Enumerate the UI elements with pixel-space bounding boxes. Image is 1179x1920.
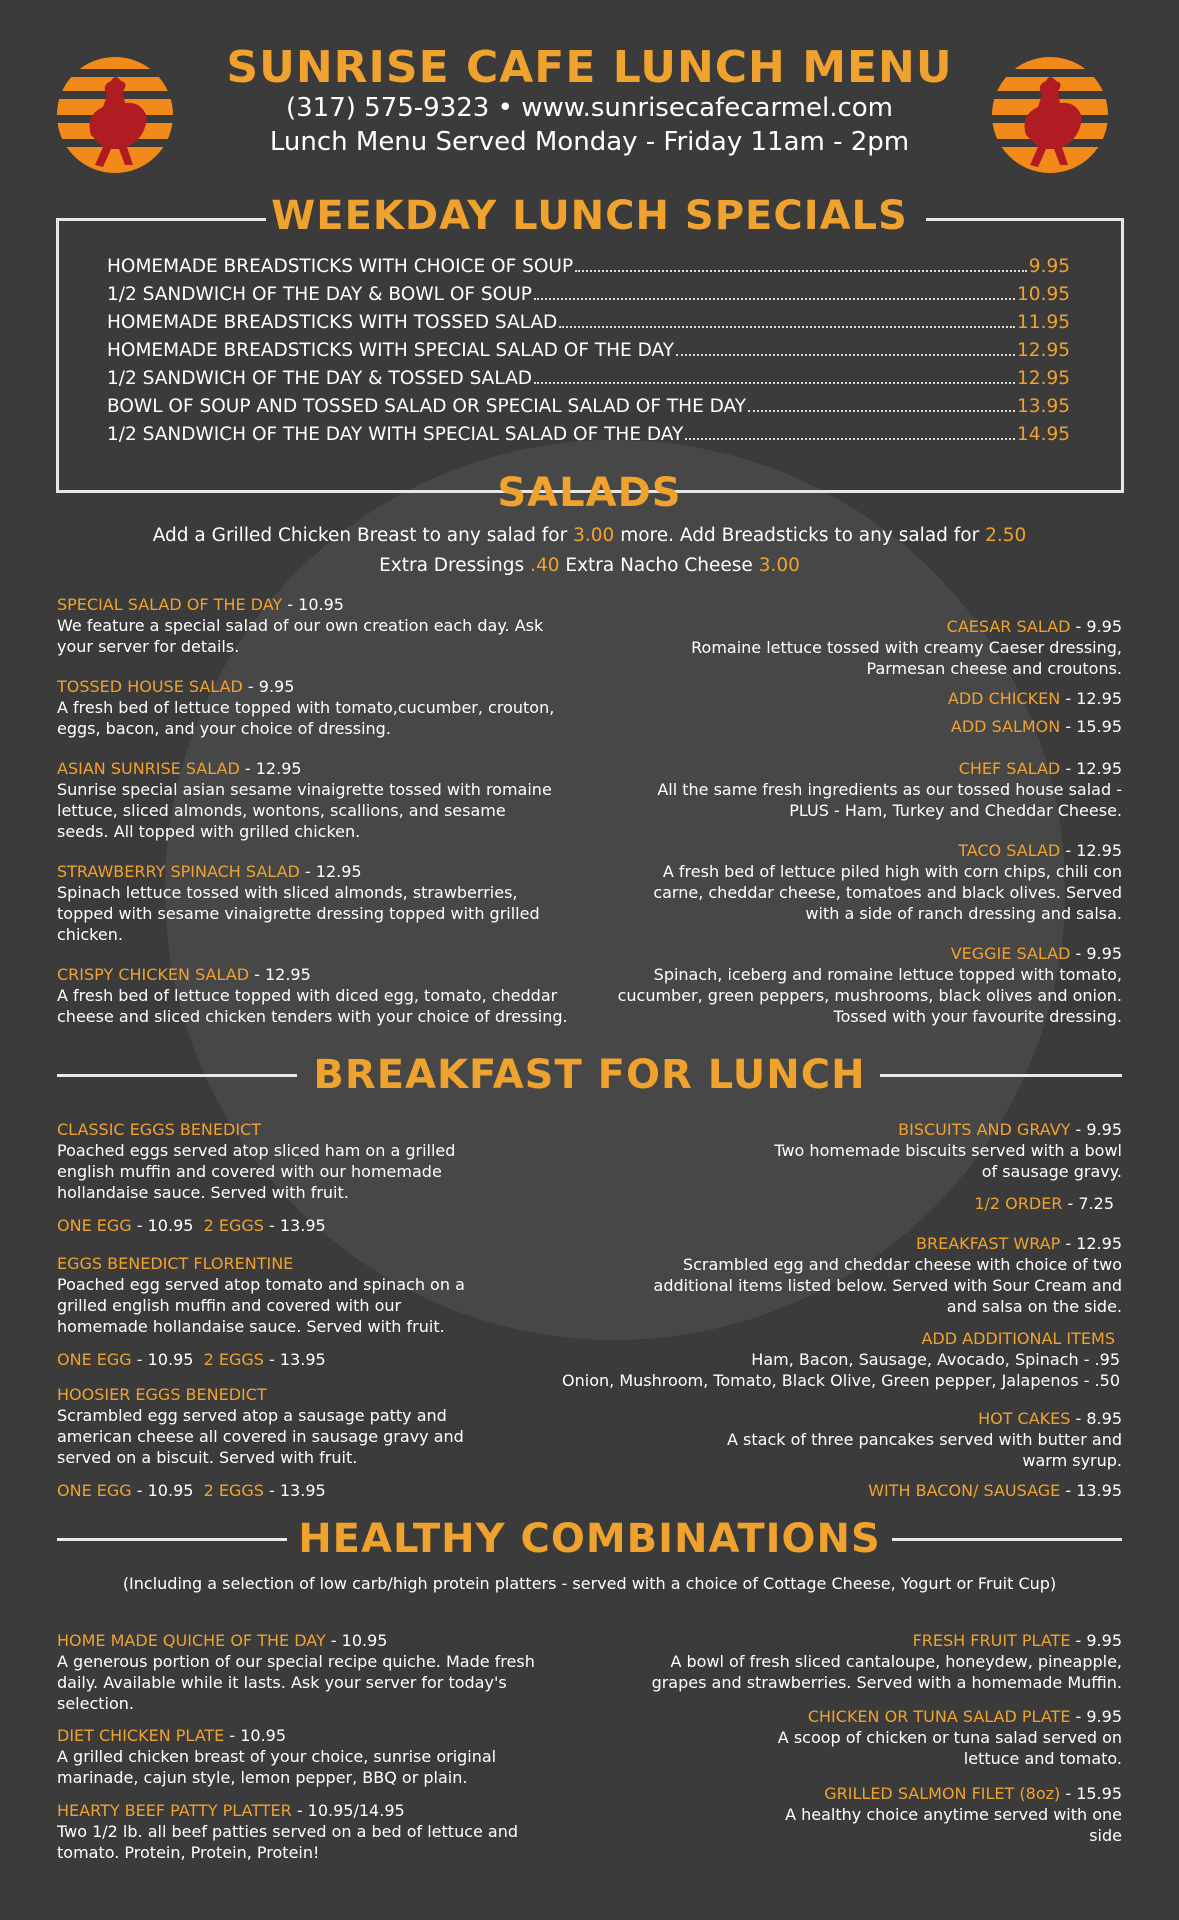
special-label: 1/2 SANDWICH OF THE DAY WITH SPECIAL SALAD OF THE DAY: [107, 424, 684, 445]
item-description: Scrambled egg served atop a sausage patty and american cheese all covered in sausage gravy and served on a biscuit. Served with fruit.: [57, 1406, 464, 1467]
item-name: VEGGIE SALAD: [950, 944, 1071, 963]
item-price: - 9.95: [1070, 1631, 1122, 1650]
item-name: EGGS BENEDICT FLORENTINE: [57, 1254, 294, 1273]
special-row: [107, 424, 1070, 445]
item-description: A bowl of fresh sliced cantaloupe, honeydew, pineapple, grapes and strawberries. Served with a homemade Muffin.: [651, 1652, 1122, 1692]
item-description: Spinach lettuce tossed with sliced almonds, strawberries, topped with sesame vinaigrette dressing topped with grilled chicken.: [57, 883, 540, 944]
item-name: CAESAR SALAD: [946, 617, 1071, 636]
item-description: Two homemade biscuits served with a bowl of sausage gravy.: [774, 1141, 1122, 1181]
item-name: WITH BACON/ SAUSAGE: [868, 1481, 1061, 1500]
item-price: - 9.95: [242, 677, 295, 696]
menu-item: [620, 1233, 1122, 1317]
note-price: 3.00: [573, 525, 615, 546]
item-description: We feature a special salad of our own creation each day. Ask your server for details.: [57, 616, 544, 656]
item-name: BISCUITS AND GRAVY: [898, 1120, 1071, 1139]
item-name: HOT CAKES: [978, 1409, 1071, 1428]
menu-title: SUNRISE CAFE LUNCH MENU: [226, 42, 953, 93]
item-description: A grilled chicken breast of your choice, sunrise original marinade, cajun style, lemon pepper, BBQ or plain.: [57, 1747, 497, 1787]
salads-note-2: [0, 555, 1179, 576]
dot-leader: [575, 260, 1027, 272]
item-price: - 12.95: [299, 862, 362, 881]
dot-leader: [534, 288, 1015, 300]
item-name: GRILLED SALMON FILET (8oz): [824, 1784, 1061, 1803]
menu-item: [640, 688, 1122, 709]
item-name: CRISPY CHICKEN SALAD: [57, 965, 250, 984]
menu-item: [640, 616, 1122, 679]
dot-leader: [748, 400, 1015, 412]
special-price: 13.95: [1017, 396, 1070, 417]
menu-item: [640, 716, 1122, 737]
special-price: 9.95: [1028, 256, 1070, 277]
menu-item: [720, 1706, 1122, 1769]
note-price: 3.00: [758, 555, 800, 576]
item-name: 1/2 ORDER: [974, 1194, 1063, 1213]
menu-item: [57, 758, 557, 842]
specials-title: WEEKDAY LUNCH SPECIALS: [271, 193, 908, 239]
special-row: [107, 396, 1070, 417]
item-description: Onion, Mushroom, Tomato, Black Olive, Green pepper, Jalapenos - .50: [562, 1371, 1120, 1390]
healthy-subtitle: (Including a selection of low carb/high protein platters - served with a choice of Cottage Cheese, Yogurt or Fruit Cup): [122, 1574, 1057, 1593]
item-name: HOME MADE QUICHE OF THE DAY: [57, 1631, 326, 1650]
menu-item: [760, 1119, 1122, 1182]
item-name: ADD CHICKEN: [947, 689, 1061, 708]
item-price: - 13.95: [1060, 1481, 1122, 1500]
special-price: 12.95: [1017, 368, 1070, 389]
special-label: HOMEMADE BREADSTICKS WITH CHOICE OF SOUP: [107, 256, 574, 277]
breakfast-title: BREAKFAST FOR LUNCH: [313, 1052, 866, 1098]
item-description: A fresh bed of lettuce topped with diced egg, tomato, cheddar cheese and sliced chicken tenders with your choice of dressing.: [57, 986, 568, 1026]
item-name: ADD ADDITIONAL ITEMS: [921, 1329, 1115, 1348]
menu-item: [57, 861, 557, 945]
special-price: 12.95: [1017, 340, 1070, 361]
item-price: - 9.95: [1070, 617, 1122, 636]
item-description: Scrambled egg and cheddar cheese with choice of two additional items listed below. Served with Sour Cream and and salsa on the side.: [653, 1255, 1122, 1316]
note-text: Extra Dressings: [379, 555, 525, 576]
item-name: ASIAN SUNRISE SALAD: [57, 759, 240, 778]
item-price: - 10.95: [224, 1726, 287, 1745]
menu-item: [57, 1725, 537, 1788]
item-price: - 10.95/14.95: [291, 1801, 405, 1820]
option-name: ONE EGG: [57, 1216, 132, 1235]
option-price: - 10.95: [131, 1216, 194, 1235]
item-description: A stack of three pancakes served with butter and warm syrup.: [727, 1430, 1122, 1470]
option-price: - 13.95: [263, 1350, 326, 1369]
special-label: BOWL OF SOUP AND TOSSED SALAD OR SPECIAL SALAD OF THE DAY: [107, 396, 747, 417]
item-price: - 10.95: [282, 595, 344, 614]
salads-title: SALADS: [497, 470, 682, 516]
item-name: FRESH FRUIT PLATE: [912, 1631, 1071, 1650]
item-description: Two 1/2 lb. all beef patties served on a bed of lettuce and tomato. Protein, Protein, Protein!: [57, 1822, 519, 1862]
special-label: 1/2 SANDWICH OF THE DAY & BOWL OF SOUP: [107, 284, 532, 305]
item-price: - 9.95: [1070, 1120, 1122, 1139]
special-label: HOMEMADE BREADSTICKS WITH TOSSED SALAD: [107, 312, 558, 333]
menu-item: [57, 1800, 557, 1863]
menu-item: [57, 676, 577, 739]
menu-item: [640, 758, 1122, 821]
item-description: Romaine lettuce tossed with creamy Caeser dressing, Parmesan cheese and croutons.: [691, 638, 1122, 678]
item-price: - 12.95: [1060, 759, 1122, 778]
special-price: 10.95: [1017, 284, 1070, 305]
option-name: 2 EGGS: [203, 1350, 264, 1369]
menu-item: [760, 1480, 1122, 1501]
option-name: ONE EGG: [57, 1350, 132, 1369]
menu-item: [680, 1408, 1122, 1471]
item-description: A healthy choice anytime served with one side: [785, 1805, 1122, 1845]
note-price: .40: [530, 555, 560, 576]
item-description: Spinach, iceberg and romaine lettuce topped with tomato, cucumber, green peppers, mushrooms, black olives and onion. Tossed with your favourite dressing.: [617, 965, 1122, 1026]
item-description: A scoop of chicken or tuna salad served on lettuce and tomato.: [777, 1728, 1122, 1768]
menu-item: [620, 1630, 1122, 1693]
item-price: - 15.95: [1060, 717, 1122, 736]
option-name: ONE EGG: [57, 1481, 132, 1500]
item-name: SPECIAL SALAD OF THE DAY: [57, 595, 283, 614]
special-row: [107, 368, 1070, 389]
item-price: - 9.95: [1070, 944, 1122, 963]
special-price: 14.95: [1017, 424, 1070, 445]
item-description: A fresh bed of lettuce topped with tomato,cucumber, crouton, eggs, bacon, and your choice of dressing.: [57, 698, 555, 738]
menu-item: [57, 964, 577, 1027]
item-price: - 12.95: [249, 965, 311, 984]
item-name: HOOSIER EGGS BENEDICT: [57, 1385, 267, 1404]
option-price: - 10.95: [131, 1481, 194, 1500]
option-price: - 13.95: [263, 1216, 326, 1235]
item-price: - 12.95: [239, 759, 302, 778]
menu-item: [760, 1193, 1114, 1214]
special-row: [107, 340, 1070, 361]
option-name: 2 EGGS: [203, 1216, 264, 1235]
note-text: Extra Nacho Cheese: [565, 555, 753, 576]
item-name: ADD SALMON: [950, 717, 1061, 736]
special-row: [107, 284, 1070, 305]
salads-note-1: [0, 525, 1179, 546]
item-name: CHICKEN OR TUNA SALAD PLATE: [807, 1707, 1071, 1726]
item-description: Poached egg served atop tomato and spinach on a grilled english muffin and covered with our homemade hollandaise sauce. Served with fruit.: [57, 1275, 465, 1336]
option-name: 2 EGGS: [203, 1481, 264, 1500]
dot-leader: [534, 372, 1015, 384]
item-name: CHEF SALAD: [958, 759, 1061, 778]
item-description: All the same fresh ingredients as our tossed house salad - PLUS - Ham, Turkey and Cheddar Cheese.: [657, 780, 1122, 820]
item-price: - 12.95: [1060, 841, 1122, 860]
item-description: A generous portion of our special recipe quiche. Made fresh daily. Available while it lasts. Ask your server for today's selection.: [57, 1652, 535, 1713]
note-price: 2.50: [985, 525, 1027, 546]
item-description: Poached eggs served atop sliced ham on a grilled english muffin and covered with our homemade hollandaise sauce. Served with fruit.: [57, 1141, 456, 1202]
item-name: HEARTY BEEF PATTY PLATTER: [57, 1801, 292, 1820]
menu-item: [57, 1384, 467, 1501]
menu-item: [520, 1328, 1120, 1391]
item-name: TOSSED HOUSE SALAD: [57, 677, 243, 696]
item-description: Ham, Bacon, Sausage, Avocado, Spinach - .95: [751, 1350, 1120, 1369]
menu-item: [620, 840, 1122, 924]
option-price: - 10.95: [131, 1350, 194, 1369]
item-name: BREAKFAST WRAP: [916, 1234, 1061, 1253]
special-price: 11.95: [1017, 312, 1070, 333]
option-price: - 13.95: [263, 1481, 326, 1500]
item-price: - 12.95: [1060, 689, 1122, 708]
menu-item: [57, 1253, 467, 1370]
special-row: [107, 256, 1070, 277]
note-text: Add a Grilled Chicken Breast to any salad for: [152, 525, 568, 546]
healthy-title: HEALTHY COMBINATIONS: [298, 1516, 881, 1562]
special-label: HOMEMADE BREADSTICKS WITH SPECIAL SALAD OF THE DAY: [107, 340, 675, 361]
item-description: Sunrise special asian sesame vinaigrette tossed with romaine lettuce, sliced almonds, wontons, scallions, and sesame seeds. All topped with grilled chicken.: [57, 780, 552, 841]
item-name: STRAWBERRY SPINACH SALAD: [57, 862, 300, 881]
item-name: CLASSIC EGGS BENEDICT: [57, 1120, 261, 1139]
dot-leader: [559, 316, 1015, 328]
item-price: - 10.95: [325, 1631, 388, 1650]
item-name: DIET CHICKEN PLATE: [57, 1726, 225, 1745]
item-description: A fresh bed of lettuce piled high with corn chips, chili con carne, cheddar cheese, tomatoes and black olives. Served with a side of ranch dressing and salsa.: [653, 862, 1122, 923]
special-row: [107, 312, 1070, 333]
menu-item: [57, 1119, 507, 1236]
menu-item: [57, 1630, 547, 1714]
note-text: more. Add Breadsticks to any salad for: [620, 525, 980, 546]
contact-line: (317) 575-9323 • www.sunrisecafecarmel.com: [285, 93, 894, 123]
dot-leader: [685, 428, 1015, 440]
menu-item: [600, 943, 1122, 1027]
dot-leader: [676, 344, 1015, 356]
menu-item: [770, 1783, 1122, 1846]
item-price: - 15.95: [1060, 1784, 1122, 1803]
menu-item: [57, 594, 577, 657]
special-label: 1/2 SANDWICH OF THE DAY & TOSSED SALAD: [107, 368, 532, 389]
item-price: - 8.95: [1070, 1409, 1122, 1428]
item-price: - 7.25: [1062, 1194, 1114, 1213]
item-name: TACO SALAD: [958, 841, 1061, 860]
hours-line: Lunch Menu Served Monday - Friday 11am - 2pm: [269, 127, 910, 157]
item-price: - 12.95: [1060, 1234, 1122, 1253]
item-price: - 9.95: [1070, 1707, 1122, 1726]
